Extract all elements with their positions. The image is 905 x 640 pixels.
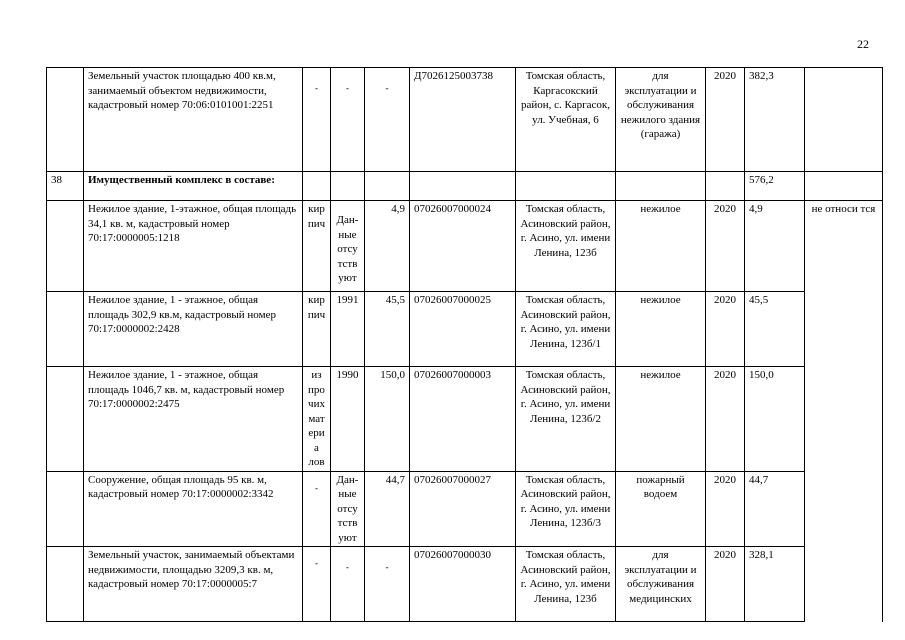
- table-row: [47, 201, 883, 292]
- table-row: [47, 367, 883, 472]
- object-name: Земельный участок, занимаемый объектами недвижимости, площадью 3209,3 кв. м, кадастровый номер 70:17:0000005:7: [84, 547, 303, 622]
- row-number: 38: [47, 172, 84, 201]
- area-value: 45,5: [365, 292, 410, 367]
- address: Томская область, Асиновский район, г. Асино, ул. имени Ленина, 123б: [516, 547, 616, 622]
- value: 150,0: [745, 367, 805, 472]
- note: [805, 172, 883, 201]
- year: 2020: [706, 367, 745, 472]
- area-value: 4,9: [365, 201, 410, 292]
- build-year: 1991: [331, 292, 365, 367]
- table-row: [47, 68, 883, 172]
- value: 328,1: [745, 547, 805, 622]
- address: Томская область, Каргасокский район, с. Каргасок, ул. Учебная, 6: [516, 68, 616, 172]
- build-year: -: [331, 68, 365, 172]
- build-year: 1990: [331, 367, 365, 472]
- object-name: Нежилое здание, 1-этажное, общая площадь 34,1 кв. м, кадастровый номер 70:17:0000005:1218: [84, 201, 303, 292]
- value: 576,2: [745, 172, 805, 201]
- wall-material: кир пич: [303, 292, 331, 367]
- wall-material: -: [303, 547, 331, 622]
- purpose: нежилое: [616, 292, 706, 367]
- note: [805, 68, 883, 172]
- build-year: -: [331, 547, 365, 622]
- value: 44,7: [745, 471, 805, 547]
- table-row: [47, 292, 883, 367]
- build-year: Дан-ные отсу тств уют: [331, 201, 365, 292]
- row-number: [47, 292, 84, 367]
- value: 382,3: [745, 68, 805, 172]
- year: 2020: [706, 547, 745, 622]
- cadastral-id: 07026007000030: [410, 547, 516, 622]
- value: 4,9: [745, 201, 805, 292]
- property-table: [46, 67, 883, 622]
- wall-material: из про чих мат ериа лов: [303, 367, 331, 472]
- wall-material: [303, 172, 331, 201]
- page-number: 22: [857, 37, 869, 51]
- purpose: пожарный водоем: [616, 471, 706, 547]
- area-value: [365, 172, 410, 201]
- cadastral-id: [410, 172, 516, 201]
- wall-material: кир пич: [303, 201, 331, 292]
- table-row: [47, 172, 883, 201]
- row-number: [47, 547, 84, 622]
- address: Томская область, Асиновский район, г. Асино, ул. имени Ленина, 123б: [516, 201, 616, 292]
- cadastral-id: 07026007000024: [410, 201, 516, 292]
- object-name: Земельный участок площадью 400 кв.м, занимаемый объектом недвижимости, кадастровый номер 70:06:0101001:2251: [84, 68, 303, 172]
- address: [516, 172, 616, 201]
- purpose: [616, 172, 706, 201]
- address: Томская область, Асиновский район, г. Асино, ул. имени Ленина, 123б/3: [516, 471, 616, 547]
- year: 2020: [706, 471, 745, 547]
- object-name: Сооружение, общая площадь 95 кв. м, кадастровый номер 70:17:0000002:3342: [84, 471, 303, 547]
- address: Томская область, Асиновский район, г. Асино, ул. имени Ленина, 123б/1: [516, 292, 616, 367]
- table-row: [47, 547, 883, 622]
- area-value: 150,0: [365, 367, 410, 472]
- area-value: 44,7: [365, 471, 410, 547]
- purpose: нежилое: [616, 201, 706, 292]
- wall-material: -: [303, 471, 331, 547]
- value: 45,5: [745, 292, 805, 367]
- purpose: для эксплуатации и обслуживания нежилого здания (гаража): [616, 68, 706, 172]
- cadastral-id: Д7026125003738: [410, 68, 516, 172]
- object-name: Нежилое здание, 1 - этажное, общая площадь 302,9 кв.м, кадастровый номер 70:17:0000002:2428: [84, 292, 303, 367]
- year: 2020: [706, 201, 745, 292]
- year: 2020: [706, 292, 745, 367]
- year: [706, 172, 745, 201]
- table-row: [47, 471, 883, 547]
- row-number: [47, 367, 84, 472]
- area-value: -: [365, 547, 410, 622]
- cadastral-id: 07026007000003: [410, 367, 516, 472]
- build-year: [331, 172, 365, 201]
- row-number: [47, 471, 84, 547]
- build-year: Дан-ные отсу тств уют: [331, 471, 365, 547]
- area-value: -: [365, 68, 410, 172]
- wall-material: -: [303, 68, 331, 172]
- year: 2020: [706, 68, 745, 172]
- purpose: нежилое: [616, 367, 706, 472]
- row-number: [47, 201, 84, 292]
- cadastral-id: 07026007000025: [410, 292, 516, 367]
- row-number: [47, 68, 84, 172]
- object-name: Нежилое здание, 1 - этажное, общая площадь 1046,7 кв. м, кадастровый номер 70:17:0000002:2475: [84, 367, 303, 472]
- address: Томская область, Асиновский район, г. Асино, ул. имени Ленина, 123б/2: [516, 367, 616, 472]
- purpose: для эксплуатации и обслуживания медицинских: [616, 547, 706, 622]
- note: не относи тся: [805, 201, 883, 622]
- cadastral-id: 07026007000027: [410, 471, 516, 547]
- object-name: Имущественный комплекс в составе:: [84, 172, 303, 201]
